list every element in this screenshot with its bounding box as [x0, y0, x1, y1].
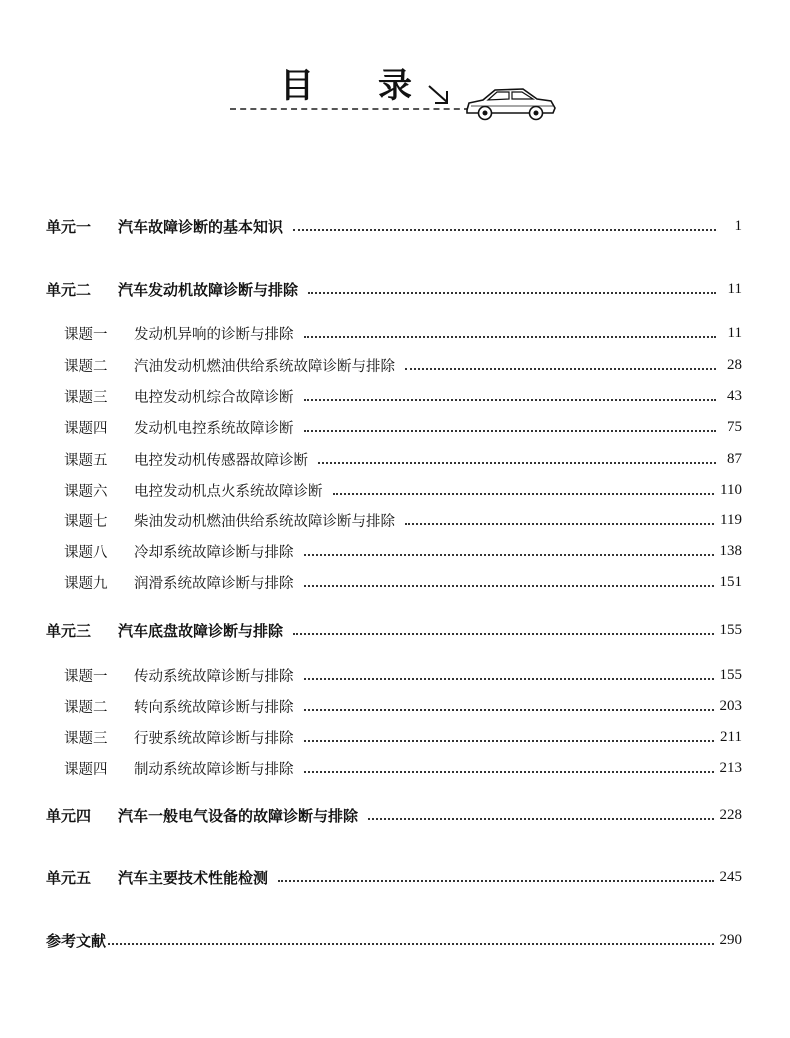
title-char-1: 目	[280, 66, 314, 106]
dot-leader	[304, 585, 714, 587]
dot-leader	[333, 493, 715, 495]
lesson-label: 课题四	[64, 761, 108, 778]
lesson-label: 课题五	[64, 452, 108, 469]
page-number: 155	[719, 666, 742, 683]
arrow-down-right-icon	[425, 82, 453, 108]
unit-title: 汽车底盘故障诊断与排除	[118, 621, 284, 640]
toc-lesson[interactable]	[64, 477, 742, 503]
page-number: 138	[719, 542, 742, 559]
page-number: 151	[719, 573, 742, 590]
unit-label: 单元五	[46, 868, 92, 887]
dot-leader	[304, 554, 714, 556]
lesson-title: 发动机异响的诊断与排除	[134, 326, 294, 343]
toc-lesson[interactable]	[64, 724, 742, 750]
lesson-title: 制动系统故障诊断与排除	[134, 761, 294, 778]
lesson-label: 课题四	[64, 420, 108, 437]
lesson-title: 传动系统故障诊断与排除	[134, 668, 294, 685]
lesson-title: 电控发动机综合故障诊断	[134, 389, 294, 406]
unit-title: 汽车一般电气设备的故障诊断与排除	[118, 806, 359, 825]
toc-lesson[interactable]	[64, 414, 742, 440]
lesson-label: 课题一	[64, 668, 108, 685]
lesson-label: 课题八	[64, 544, 108, 561]
toc-lesson[interactable]	[64, 507, 742, 533]
toc-lesson[interactable]	[64, 569, 742, 595]
toc-lesson[interactable]	[64, 693, 742, 719]
dot-leader	[368, 818, 713, 820]
title-char-2: 录	[378, 66, 412, 106]
lesson-label: 课题六	[64, 483, 108, 500]
unit-label: 单元三	[46, 621, 92, 640]
dot-leader	[405, 368, 716, 370]
references-title: 参考文献	[46, 931, 107, 950]
dot-leader	[304, 430, 717, 432]
page-number: 211	[720, 728, 742, 745]
title-dash-line	[230, 108, 470, 110]
car-icon	[463, 84, 559, 124]
dot-leader	[293, 633, 713, 635]
dot-leader	[405, 523, 714, 525]
toc-lesson[interactable]	[64, 446, 742, 472]
lesson-label: 课题七	[64, 513, 108, 530]
page-number: 245	[719, 868, 742, 885]
page-number: 155	[719, 621, 742, 638]
page-number: 87	[727, 450, 742, 467]
unit-label: 单元一	[46, 217, 92, 236]
dot-leader	[304, 771, 714, 773]
lesson-title: 电控发动机点火系统故障诊断	[134, 483, 323, 500]
page-number: 11	[727, 324, 742, 341]
dot-leader	[293, 229, 716, 231]
page-number: 290	[719, 931, 742, 948]
dot-leader	[304, 399, 717, 401]
toc-lesson[interactable]	[64, 383, 742, 409]
toc-unit-4[interactable]	[46, 802, 742, 828]
page-header	[0, 0, 790, 140]
page-number: 1	[734, 217, 742, 234]
lesson-label: 课题一	[64, 326, 108, 343]
dot-leader	[108, 943, 713, 945]
page-number: 75	[727, 418, 742, 435]
dot-leader	[278, 880, 713, 882]
page-number: 28	[727, 356, 742, 373]
toc-unit-5[interactable]	[46, 864, 742, 890]
dot-leader	[318, 462, 716, 464]
page-number: 213	[719, 759, 742, 776]
page-number: 11	[727, 280, 742, 297]
lesson-title: 电控发动机传感器故障诊断	[134, 452, 308, 469]
toc-lesson[interactable]	[64, 662, 742, 688]
toc-unit-3[interactable]	[46, 617, 742, 643]
page-number: 119	[720, 511, 742, 528]
page-number: 43	[727, 387, 742, 404]
unit-label: 单元二	[46, 280, 92, 299]
unit-title: 汽车故障诊断的基本知识	[118, 217, 284, 236]
toc-unit-1[interactable]	[46, 213, 742, 239]
dot-leader	[304, 709, 714, 711]
dot-leader	[304, 336, 717, 338]
lesson-label: 课题二	[64, 699, 108, 716]
toc-unit-2[interactable]	[46, 276, 742, 302]
unit-title: 汽车主要技术性能检测	[118, 868, 269, 887]
dot-leader	[304, 740, 715, 742]
page-number: 110	[720, 481, 742, 498]
lesson-title: 冷却系统故障诊断与排除	[134, 544, 294, 561]
unit-label: 单元四	[46, 806, 92, 825]
toc-lesson[interactable]	[64, 352, 742, 378]
page-number: 228	[719, 806, 742, 823]
lesson-title: 柴油发动机燃油供给系统故障诊断与排除	[134, 513, 395, 530]
lesson-title: 行驶系统故障诊断与排除	[134, 730, 294, 747]
lesson-title: 润滑系统故障诊断与排除	[134, 575, 294, 592]
lesson-label: 课题三	[64, 389, 108, 406]
lesson-label: 课题三	[64, 730, 108, 747]
dot-leader	[308, 292, 716, 294]
lesson-title: 发动机电控系统故障诊断	[134, 420, 294, 437]
lesson-label: 课题二	[64, 358, 108, 375]
unit-title: 汽车发动机故障诊断与排除	[118, 280, 299, 299]
dot-leader	[304, 678, 714, 680]
page-number: 203	[719, 697, 742, 714]
toc-references[interactable]	[46, 927, 742, 953]
toc-lesson[interactable]	[64, 320, 742, 346]
lesson-label: 课题九	[64, 575, 108, 592]
toc-lesson[interactable]	[64, 755, 742, 781]
lesson-title: 转向系统故障诊断与排除	[134, 699, 294, 716]
lesson-title: 汽油发动机燃油供给系统故障诊断与排除	[134, 358, 395, 375]
toc-lesson[interactable]	[64, 538, 742, 564]
